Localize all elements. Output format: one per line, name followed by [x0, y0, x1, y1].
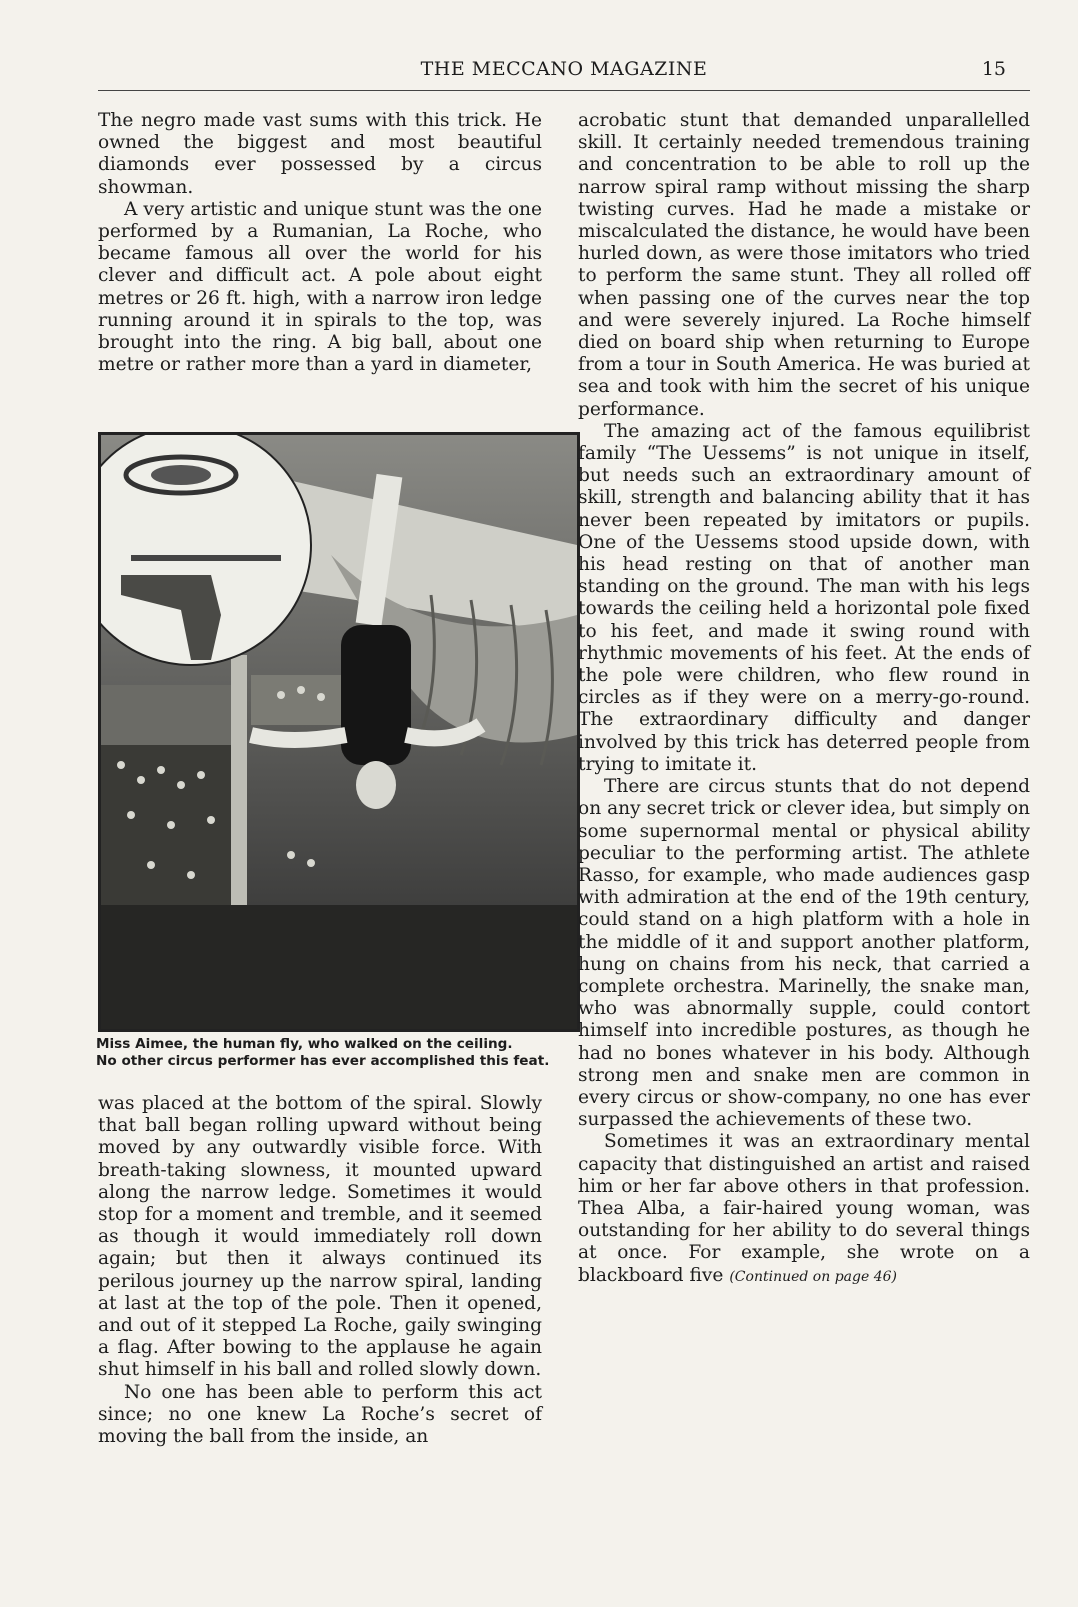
paragraph: was placed at the bottom of the spiral. Slowly that ball began rolling upward without being moved by any outwardly visible force. With breath-taking slowness, it mounted upward along the narrow ledge. Sometimes it would stop for a moment and tremble, and it seemed as though it would immediately roll down again; but then it always continued its perilous journey up the narrow spiral, landing at last at the top of the pole. Then it opened, and out of it stepped La Roche, gaily swinging a flag. After bowing to the applause he again shut himself in his ball and rolled slowly down.: [98, 1093, 542, 1381]
magazine-title: THE MECCANO MAGAZINE: [420, 58, 708, 80]
paragraph: The negro made vast sums with this trick. He owned the biggest and most beautiful diamonds ever possessed by a circus showman.: [98, 110, 542, 198]
left-column-bottom: [98, 1093, 542, 1448]
paragraph: No one has been able to perform this act since; no one knew La Roche’s secret of moving the ball from the inside, an: [98, 1381, 542, 1448]
paragraph-text: Sometimes it was an extraordinary mental capacity that distinguished an artist and raised him or her far above others in that profession. Thea Alba, a fair-haired young woman, was outstanding for her ability to do several things at once. For example, she wrote on a blackboard five: [578, 1131, 1030, 1286]
left-column-top: [98, 110, 542, 376]
paragraph: [578, 1131, 1030, 1287]
paragraph: The amazing act of the famous equilibrist family “The Uessems” is not unique in itself, but needs such an extraordinary amount of skill, strength and balancing ability that it has never been repeated by imitators or pupils. One of the Uessems stood upside down, with his head resting on that of another man standing on the ground. The man with his legs towards the ceiling held a horizontal pole fixed to his feet, and made it swing round with rhythmic movements of his feet. At the ends of the pole were children, who flew round in circles as if they were on a merry-go-round. The extraordinary difficulty and danger involved by this trick has deterred people from trying to imitate it.: [578, 420, 1030, 775]
right-column: [578, 110, 1030, 1288]
figure-caption: [96, 1036, 586, 1070]
caption-line: No other circus performer has ever accomplished this feat.: [96, 1053, 550, 1069]
paragraph: A very artistic and unique stunt was the one performed by a Rumanian, La Roche, who became famous all over the world for his clever and difficult act. A pole about eight metres or 26 ft. high, with a narrow iron ledge running around it in spirals to the top, was brought into the ring. A big ball, about one metre or rather more than a yard in diameter,: [98, 198, 542, 376]
paragraph: acrobatic stunt that demanded unparallelled skill. It certainly needed tremendous training and concentration to be able to roll up the narrow spiral ramp without missing the sharp twisting curves. Had he made a mistake or miscalculated the distance, he would have been hurled down, as were those imitators who tried to perform the same stunt. They all rolled off when passing one of the curves near the top and were severely injured. La Roche himself died on board ship when returning to Europe from a tour in South America. He was buried at sea and took with him the secret of his unique performance.: [578, 110, 1030, 420]
header-rule: [98, 90, 1030, 91]
paragraph: There are circus stunts that do not depend on any secret trick or clever idea, but simply on some supernormal mental or physical ability peculiar to the performing artist. The athlete Rasso, for example, who made audiences gasp with admiration at the end of the 19th century, could stand on a high platform with a hole in the middle of it and support another platform, hung on chains from his neck, that carried a complete orchestra. Marinelly, the snake man, who was abnormally supple, could contort himself into incredible postures, as though he had no bones whatever in his body. Although strong men and snake men are common in every circus or show-company, no one has ever surpassed the achievements of these two.: [578, 776, 1030, 1131]
caption-line: Miss Aimee, the human fly, who walked on the ceiling.: [96, 1036, 513, 1052]
photo-human-fly: [98, 432, 580, 1032]
photo-illustration: [101, 435, 577, 1029]
page-header: [98, 56, 1030, 86]
continued-note: (Continued on page 46): [729, 1268, 897, 1285]
page-number: 15: [981, 58, 1006, 80]
